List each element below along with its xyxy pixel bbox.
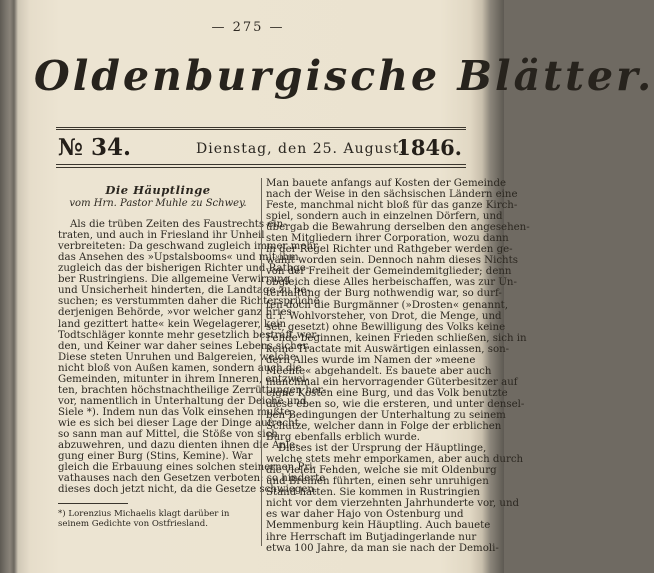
right-column-text [266, 178, 530, 554]
footnote-text: *) Lorenzius Michaelis klagt darüber in seinem Gedichte von Ostfriesland. [58, 509, 230, 530]
text-line: wählt worden sein. Dennoch nahm dieses Nichts [266, 255, 518, 267]
page-number: — 275 — [211, 20, 285, 35]
text-line: übergab die Bewahrung derselben den angesehen- [266, 222, 530, 234]
text-line: dern Alles wurde im Namen der »meene [266, 354, 476, 366]
text-line: Stand hatten. Sie kommen in Rustringien [266, 487, 480, 499]
text-line: d. i. Wohlvorsteher, von Drot, die Menge, und [266, 310, 502, 322]
text-line: und Bremen führten, einen sehr unruhigen [266, 476, 489, 488]
text-line: in der Regel Richter und Rathgeber werden ge- [266, 244, 513, 256]
text-line: nach der Weise in den sächsischen Ländern eine [266, 189, 518, 201]
text-line: Schutze, welcher dann in Folge der erblichen [266, 421, 502, 433]
right-column [266, 178, 530, 554]
footnote [58, 509, 258, 529]
column-divider [261, 178, 262, 546]
text-line: Todtschläger konnte mehr gesetzlich bestraft wer- [58, 329, 320, 341]
text-line: von der Freiheit der Gemeindemitglieder; denn [266, 266, 512, 278]
text-line: sten Mitgliedern ihrer Corporation, wozu dann [266, 233, 509, 245]
text-line: Feste, manchmal nicht bloß für das ganze Kirch- [266, 200, 518, 212]
text-line: Siele *). Indem nun das Volk einsehen mußte, [58, 406, 294, 418]
footnote-rule [58, 503, 128, 504]
text-line: verbreiteten: Da geschwand zugleich immer mehr [58, 241, 318, 253]
text-line: Als die trüben Zeiten des Faustrechts ein- [70, 219, 287, 231]
text-line: ten doch die Burgmänner (»Drosten« genannt, [266, 299, 508, 311]
text-line: vor, namentlich in Unterhaltung der Deiche und [58, 395, 307, 407]
header-rule-bottom [56, 164, 466, 165]
text-line: terhaltung der Burg nothwendig war, so durf- [266, 288, 502, 300]
text-line: nicht vor dem vierzehnten Jahrhunderte vor, und [266, 498, 520, 510]
text-line: Gemeinden, mitunter in ihrem Inneren, entzwei- [58, 373, 309, 385]
text-line: und Unsicherheit hinderten, die Landtage zu be- [58, 285, 310, 297]
left-column [58, 178, 327, 530]
text-line: land gezittert hatte« kein Wegelagerer, kein [58, 318, 287, 330]
text-line: welche stets mehr emporkamen, aber auch durch [266, 454, 524, 466]
text-line: spiel, sondern auch in einzelnen Dörfern, und [266, 211, 503, 223]
text-line: Memmenburg kein Häuptling. Auch bauete [266, 520, 491, 532]
text-line: Meente« abgehandelt. Es bauete aber auch [266, 365, 492, 377]
newspaper-page [20, 18, 654, 563]
header-rule-bottom-double [56, 167, 466, 168]
text-line: den, und Keiner war daher seines Lebens sicher. [58, 340, 310, 352]
text-line: abzuwehren, und dazu dienten ihnen die Anle- [58, 440, 299, 452]
text-line: ten, brachten höchstnachtheilige Zerrüttungen her- [58, 384, 327, 396]
text-line: derjenigen Behörde, »vor welcher ganz Fries- [58, 307, 296, 319]
text-line: wie es sich bei dieser Lage der Dinge aufrecht [58, 417, 299, 429]
article-byline: vom Hrn. Pastor Muhle zu Schwey. [69, 198, 247, 210]
text-line: Diese steten Unruhen und Balgereien, welche [58, 351, 296, 363]
text-line: set, gesetzt) ohne Bewilligung des Volks keine [266, 321, 506, 333]
text-line: ber Rustringiens. Die allgemeine Verwirrung [58, 274, 291, 286]
text-line: das Ansehen des »Upstalsbooms« und mit ihm [58, 252, 299, 264]
text-line: ben Bedingungen der Unterhaltung zu seinem [266, 409, 506, 421]
text-line: gung einer Burg (Stins, Kemine). War [58, 451, 253, 463]
masthead-title: Oldenburgische Blätter. [34, 52, 654, 100]
header-rule-top [56, 127, 466, 128]
text-line: etwa 100 Jahre, da man sie nach der Demoli- [266, 542, 499, 554]
article-title: Die Häuptlinge [105, 183, 211, 197]
text-line: eigne Kosten eine Burg, und das Volk benutzte [266, 387, 508, 399]
text-line: traten, und auch in Friesland ihr Unheil [58, 230, 265, 242]
text-line: manchmal ein hervorragender Güterbesitzer auf [266, 376, 518, 388]
text-line: keine Tractate mit Auswärtigen einlassen, son- [266, 343, 510, 355]
text-line: diese eben so, wie die ersteren, und unter densel- [266, 398, 525, 410]
issue-year: 1846. [396, 135, 462, 160]
text-line: so sann man auf Mittel, die Stöße von sich [58, 428, 278, 440]
text-line: nicht bloß von Außen kamen, sondern auch die [58, 362, 302, 374]
text-line: Dieses ist der Ursprung der Häuptlinge, [278, 443, 487, 455]
text-line: zugleich das der bisherigen Richter und Rathge- [58, 263, 310, 275]
left-column-text [58, 219, 327, 496]
issue-date: Dienstag, den 25. August. [196, 141, 405, 157]
text-line: ihre Herrschaft im Butjadingerlande nur [266, 531, 477, 543]
text-line: es war daher Hajo von Ostenburg und [266, 509, 464, 521]
text-line: dieses doch jetzt nicht, da die Gesetze schwiegen. [58, 484, 318, 496]
text-line: suchen; es verstummten daher die Richtersprüche [58, 296, 320, 308]
text-line: obgleich diese Alles herbeischaffen, was zur Un- [266, 277, 517, 289]
text-line: vathauses nach den Gesetzen verboten: so hinderte [58, 473, 326, 485]
header-rule-top-double [56, 129, 466, 130]
text-line: Fehde beginnen, keinen Frieden schließen, sich in [266, 332, 527, 344]
text-line: Burg ebenfalls erblich wurde. [266, 432, 421, 444]
text-line: die vielen Fehden, welche sie mit Oldenburg [266, 465, 497, 477]
issue-number: № 34. [58, 134, 132, 161]
text-line: gleich die Erbauung eines solchen steinernen Pri- [58, 462, 316, 474]
text-line: Man bauete anfangs auf Kosten der Gemeinde [266, 178, 507, 189]
